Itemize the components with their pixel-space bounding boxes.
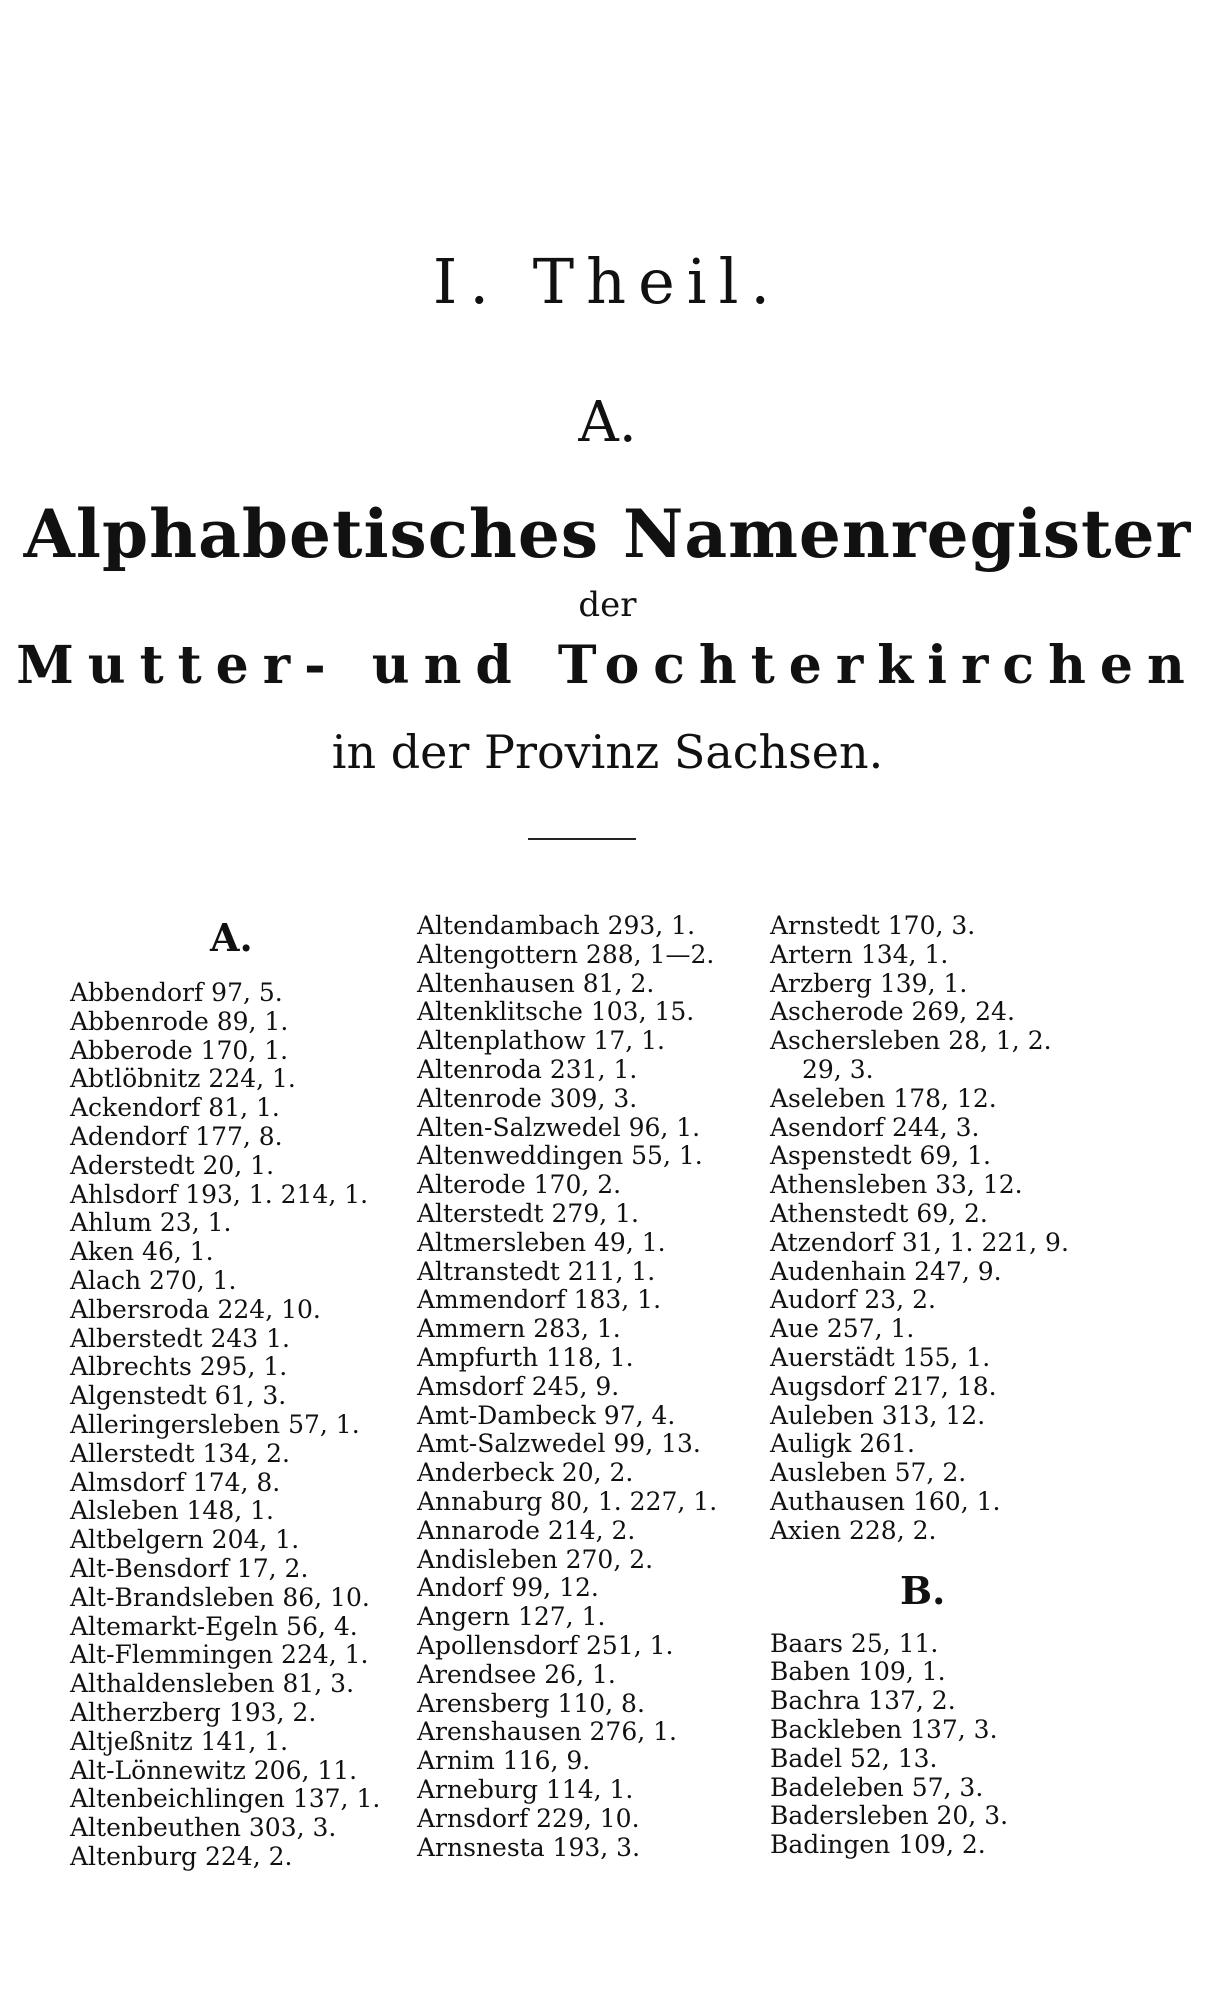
register-entry: Altenhausen 81, 2. <box>417 968 655 998</box>
register-entry: Badeleben 57, 3. <box>770 1772 984 1802</box>
register-entry: Arneburg 114, 1. <box>417 1774 634 1804</box>
register-entry: Amt-Salzwedel 99, 13. <box>417 1429 701 1459</box>
register-entry: Angern 127, 1. <box>417 1602 606 1632</box>
register-entry: Badel 52, 13. <box>770 1743 938 1773</box>
register-entry: Abbenrode 89, 1. <box>70 1006 289 1036</box>
register-entry: Abtlöbnitz 224, 1. <box>70 1064 296 1094</box>
register-entry: Anderbeck 20, 2. <box>417 1458 634 1488</box>
register-entry: Abberode 170, 1. <box>70 1035 289 1065</box>
entry-list <box>417 912 757 1862</box>
register-entry: Altenrode 309, 3. <box>417 1083 638 1113</box>
register-entry: Augsdorf 217, 18. <box>770 1371 997 1401</box>
register-entry: Arensberg 110, 8. <box>417 1688 645 1718</box>
register-entry: Altenbeuthen 303, 3. <box>70 1813 337 1843</box>
register-entry: Altranstedt 211, 1. <box>417 1256 656 1286</box>
subtitle: Mutter- und Tochterkirchen <box>16 635 1199 696</box>
register-entry: Althaldensleben 81, 3. <box>70 1669 355 1699</box>
register-entry: Ahlum 23, 1. <box>70 1208 232 1238</box>
register-entry: Baben 109, 1. <box>770 1657 946 1687</box>
register-entry: Altenklitsche 103, 15. <box>417 997 695 1027</box>
entry-list <box>770 1630 1170 1860</box>
register-entry: Altenbeichlingen 137, 1. <box>70 1784 381 1814</box>
register-entry: Altherzberg 193, 2. <box>70 1697 317 1727</box>
index-column-2 <box>417 912 757 1862</box>
register-entry: Ausleben 57, 2. <box>770 1458 967 1488</box>
register-entry: Altemarkt-Egeln 56, 4. <box>70 1611 358 1641</box>
register-entry: 29, 3. <box>802 1054 874 1084</box>
register-entry: Albersroda 224, 10. <box>70 1294 321 1324</box>
register-entry: Baars 25, 11. <box>770 1628 939 1658</box>
index-column-1 <box>70 905 400 1872</box>
register-entry: Abbendorf 97, 5. <box>70 978 283 1007</box>
register-entry: Arnsdorf 229, 10. <box>417 1803 640 1833</box>
register-entry: Alten-Salzwedel 96, 1. <box>417 1112 701 1142</box>
entry-list <box>70 979 400 1872</box>
register-entry: Algenstedt 61, 3. <box>70 1381 287 1411</box>
register-entry: Aue 257, 1. <box>770 1314 915 1344</box>
register-entry: Aschersleben 28, 1, 2. <box>770 1026 1052 1056</box>
register-entry: Aspenstedt 69, 1. <box>770 1141 992 1171</box>
register-entry: Altenroda 231, 1. <box>417 1054 638 1084</box>
register-entry: Alberstedt 243 1. <box>70 1323 290 1353</box>
register-entry: Alterode 170, 2. <box>417 1170 622 1200</box>
register-entry: Apollensdorf 251, 1. <box>417 1630 674 1660</box>
register-entry: Artern 134, 1. <box>770 939 949 969</box>
register-entry: Altenplathow 17, 1. <box>417 1026 665 1056</box>
register-entry: Amsdorf 245, 9. <box>417 1371 620 1401</box>
register-entry: Aderstedt 20, 1. <box>70 1150 275 1180</box>
register-entry: Arnsnesta 193, 3. <box>417 1832 641 1862</box>
register-entry: Altengottern 288, 1—2. <box>417 939 715 969</box>
register-entry: Asendorf 244, 3. <box>770 1112 980 1142</box>
register-entry: Backleben 137, 3. <box>770 1714 998 1744</box>
register-entry: Alt-Flemmingen 224, 1. <box>70 1640 369 1670</box>
register-entry: Arnstedt 170, 3. <box>770 911 976 940</box>
register-entry: Ammendorf 183, 1. <box>417 1285 662 1315</box>
register-entry: Almsdorf 174, 8. <box>70 1467 281 1497</box>
register-entry: Bachra 137, 2. <box>770 1686 956 1716</box>
register-entry: Ahlsdorf 193, 1. 214, 1. <box>70 1179 369 1209</box>
register-entry: Badersleben 20, 3. <box>770 1801 1009 1831</box>
register-entry: Andisleben 270, 2. <box>417 1544 654 1574</box>
register-entry: Alt-Brandsleben 86, 10. <box>70 1582 370 1612</box>
register-entry: Athenstedt 69, 2. <box>770 1198 988 1228</box>
letter-heading-b: B. <box>900 1567 946 1613</box>
register-entry: Axien 228, 2. <box>770 1515 937 1545</box>
register-entry: Arendsee 26, 1. <box>417 1659 616 1689</box>
register-entry: Authausen 160, 1. <box>770 1486 1001 1516</box>
register-entry: Altbelgern 204, 1. <box>70 1525 300 1555</box>
main-title: Alphabetisches Namenregister <box>23 495 1192 573</box>
register-entry: Arnim 116, 9. <box>417 1746 591 1776</box>
register-entry: Arenshausen 276, 1. <box>417 1717 677 1747</box>
register-entry: Aken 46, 1. <box>70 1237 214 1267</box>
letter-heading-a: A. <box>210 915 253 960</box>
register-entry: Andorf 99, 12. <box>417 1573 599 1603</box>
register-entry: Auleben 313, 12. <box>770 1400 986 1430</box>
register-entry: Alsleben 148, 1. <box>70 1496 274 1526</box>
register-entry: Allerstedt 134, 2. <box>70 1438 290 1468</box>
register-entry: Atzendorf 31, 1. 221, 9. <box>770 1227 1069 1257</box>
province-line: in der Provinz Sachsen. <box>331 725 884 779</box>
register-entry: Ackendorf 81, 1. <box>70 1093 280 1123</box>
register-entry: Altmersleben 49, 1. <box>417 1227 666 1257</box>
register-entry: Albrechts 295, 1. <box>70 1352 288 1382</box>
register-entry: Athensleben 33, 12. <box>770 1170 1023 1200</box>
register-entry: Annaburg 80, 1. 227, 1. <box>417 1486 718 1516</box>
register-entry: Altjeßnitz 141, 1. <box>70 1726 289 1756</box>
index-column-3 <box>770 912 1170 1860</box>
register-entry: Ampfurth 118, 1. <box>417 1342 634 1372</box>
register-entry: Auligk 261. <box>770 1429 915 1459</box>
register-entry: Altenweddingen 55, 1. <box>417 1141 703 1171</box>
register-entry: Audenhain 247, 9. <box>770 1256 1002 1286</box>
register-entry: Alt-Bensdorf 17, 2. <box>70 1553 309 1583</box>
register-entry: Altenburg 224, 2. <box>70 1841 293 1871</box>
register-entry: Annarode 214, 2. <box>417 1515 636 1545</box>
register-entry: Alterstedt 279, 1. <box>417 1198 639 1228</box>
register-entry: Ammern 283, 1. <box>417 1314 621 1344</box>
register-entry: Auerstädt 155, 1. <box>770 1342 991 1372</box>
section-letter: A. <box>578 390 637 455</box>
register-entry: Badingen 109, 2. <box>770 1830 986 1860</box>
register-entry: Adendorf 177, 8. <box>70 1121 283 1151</box>
register-entry: Amt-Dambeck 97, 4. <box>417 1400 676 1430</box>
register-entry: Arzberg 139, 1. <box>770 968 968 998</box>
title-connector: der <box>578 585 637 625</box>
divider-rule <box>528 838 636 840</box>
entry-list <box>770 912 1170 1546</box>
register-entry: Altendambach 293, 1. <box>417 911 696 940</box>
register-entry: Alleringersleben 57, 1. <box>70 1409 360 1439</box>
register-entry: Audorf 23, 2. <box>770 1285 936 1315</box>
part-title: I. Theil. <box>432 245 783 318</box>
register-entry: Ascherode 269, 24. <box>770 997 1015 1027</box>
register-entry: Alt-Lönnewitz 206, 11. <box>70 1755 358 1785</box>
register-entry: Aseleben 178, 12. <box>770 1083 997 1113</box>
register-entry: Alach 270, 1. <box>70 1265 237 1295</box>
